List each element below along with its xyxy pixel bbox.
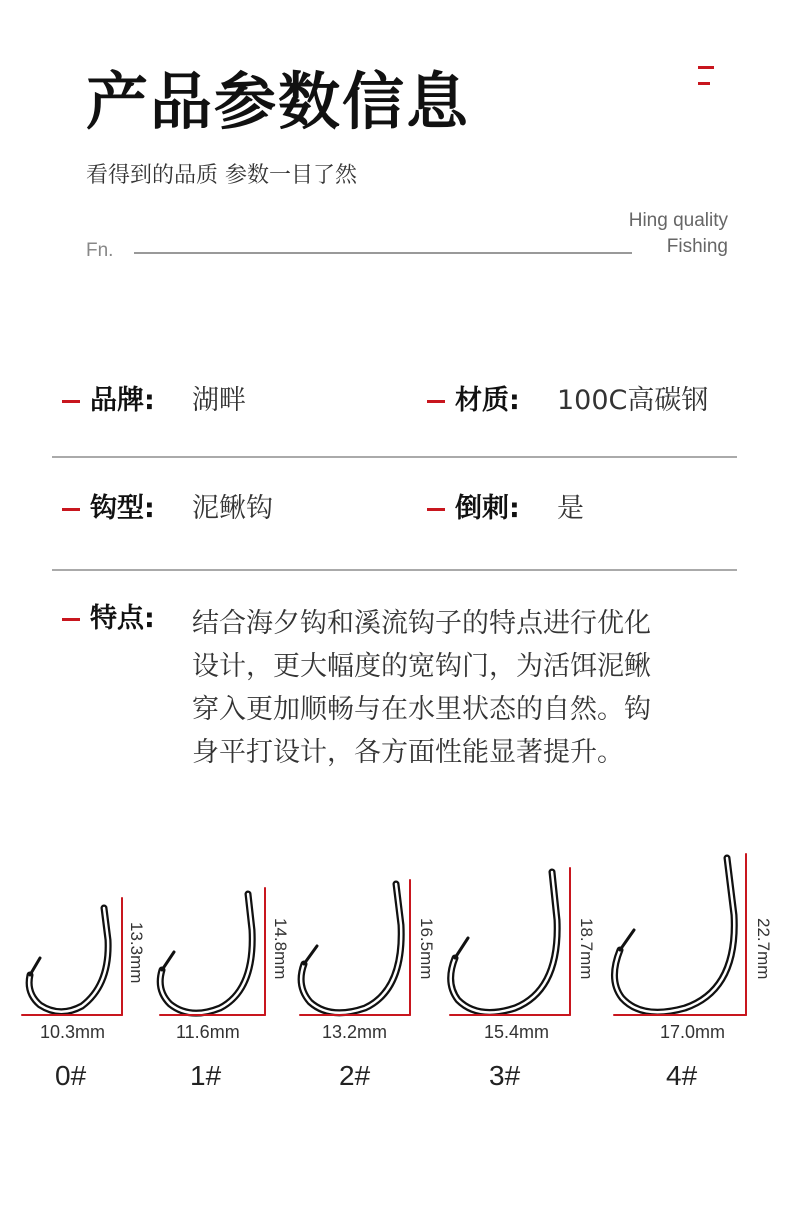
barb-marker bbox=[427, 508, 445, 511]
hook-3-size: 3# bbox=[489, 1060, 521, 1091]
page-title: 产品参数信息 bbox=[86, 65, 471, 138]
header-divider bbox=[134, 252, 632, 254]
hook-4-width: 17.0mm bbox=[660, 1022, 726, 1042]
barb-value: 是 bbox=[557, 493, 584, 524]
material-label: 材质: bbox=[455, 385, 520, 416]
hook-1-size: 1# bbox=[190, 1060, 222, 1091]
row-divider bbox=[52, 569, 737, 571]
corner-decoration bbox=[698, 64, 714, 88]
hook-3-height: 18.7mm bbox=[577, 918, 596, 980]
hook-4-height: 22.7mm bbox=[754, 918, 773, 980]
feature-label: 特点: bbox=[90, 603, 155, 634]
hook-3-icon bbox=[451, 872, 558, 1013]
feature-marker bbox=[62, 618, 80, 621]
hook-0-size: 0# bbox=[55, 1060, 87, 1091]
hook-4-icon bbox=[614, 858, 734, 1012]
feature-line: 身平打设计，各方面性能显著提升。 bbox=[192, 737, 624, 768]
feature-line: 设计，更大幅度的宽钩门，为活饵泥鳅 bbox=[192, 651, 651, 682]
brand-value: 湖畔 bbox=[192, 385, 246, 416]
hook-type-marker bbox=[62, 508, 80, 511]
brand-marker bbox=[62, 400, 80, 403]
material-marker bbox=[427, 400, 445, 403]
hook-0-width: 10.3mm bbox=[40, 1022, 106, 1042]
english-tagline-line2: Fishing bbox=[666, 236, 728, 257]
feature-description bbox=[192, 602, 732, 774]
hook-2-height: 16.5mm bbox=[417, 918, 436, 980]
row-divider bbox=[52, 456, 737, 458]
hook-2-width: 13.2mm bbox=[322, 1022, 388, 1042]
hook-4-size: 4# bbox=[666, 1060, 698, 1091]
english-tagline-line1: Hing quality bbox=[628, 210, 728, 231]
hook-2-icon bbox=[301, 884, 401, 1013]
feature-line: 穿入更加顺畅与在水里状态的自然。钩 bbox=[192, 694, 651, 725]
hook-1-height: 14.8mm bbox=[271, 918, 290, 980]
hook-2-size: 2# bbox=[339, 1060, 371, 1091]
page-subtitle: 看得到的品质 参数一目了然 bbox=[86, 163, 357, 188]
hook-0-height: 13.3mm bbox=[127, 922, 146, 984]
hook-type-label: 钩型: bbox=[90, 493, 155, 524]
hook-0-icon bbox=[29, 908, 108, 1012]
hook-3-width: 15.4mm bbox=[484, 1022, 550, 1042]
hook-1-icon bbox=[160, 894, 252, 1013]
hook-size-illustration bbox=[0, 840, 790, 1030]
barb-label: 倒刺: bbox=[455, 493, 520, 524]
material-value: 100C高碳钢 bbox=[557, 385, 709, 416]
hook-type-value: 泥鳅钩 bbox=[192, 493, 273, 524]
fn-label: Fn. bbox=[86, 240, 114, 261]
brand-label: 品牌: bbox=[90, 385, 155, 416]
hook-1-width: 11.6mm bbox=[176, 1022, 240, 1042]
feature-line: 结合海夕钩和溪流钩子的特点进行优化 bbox=[192, 608, 651, 639]
